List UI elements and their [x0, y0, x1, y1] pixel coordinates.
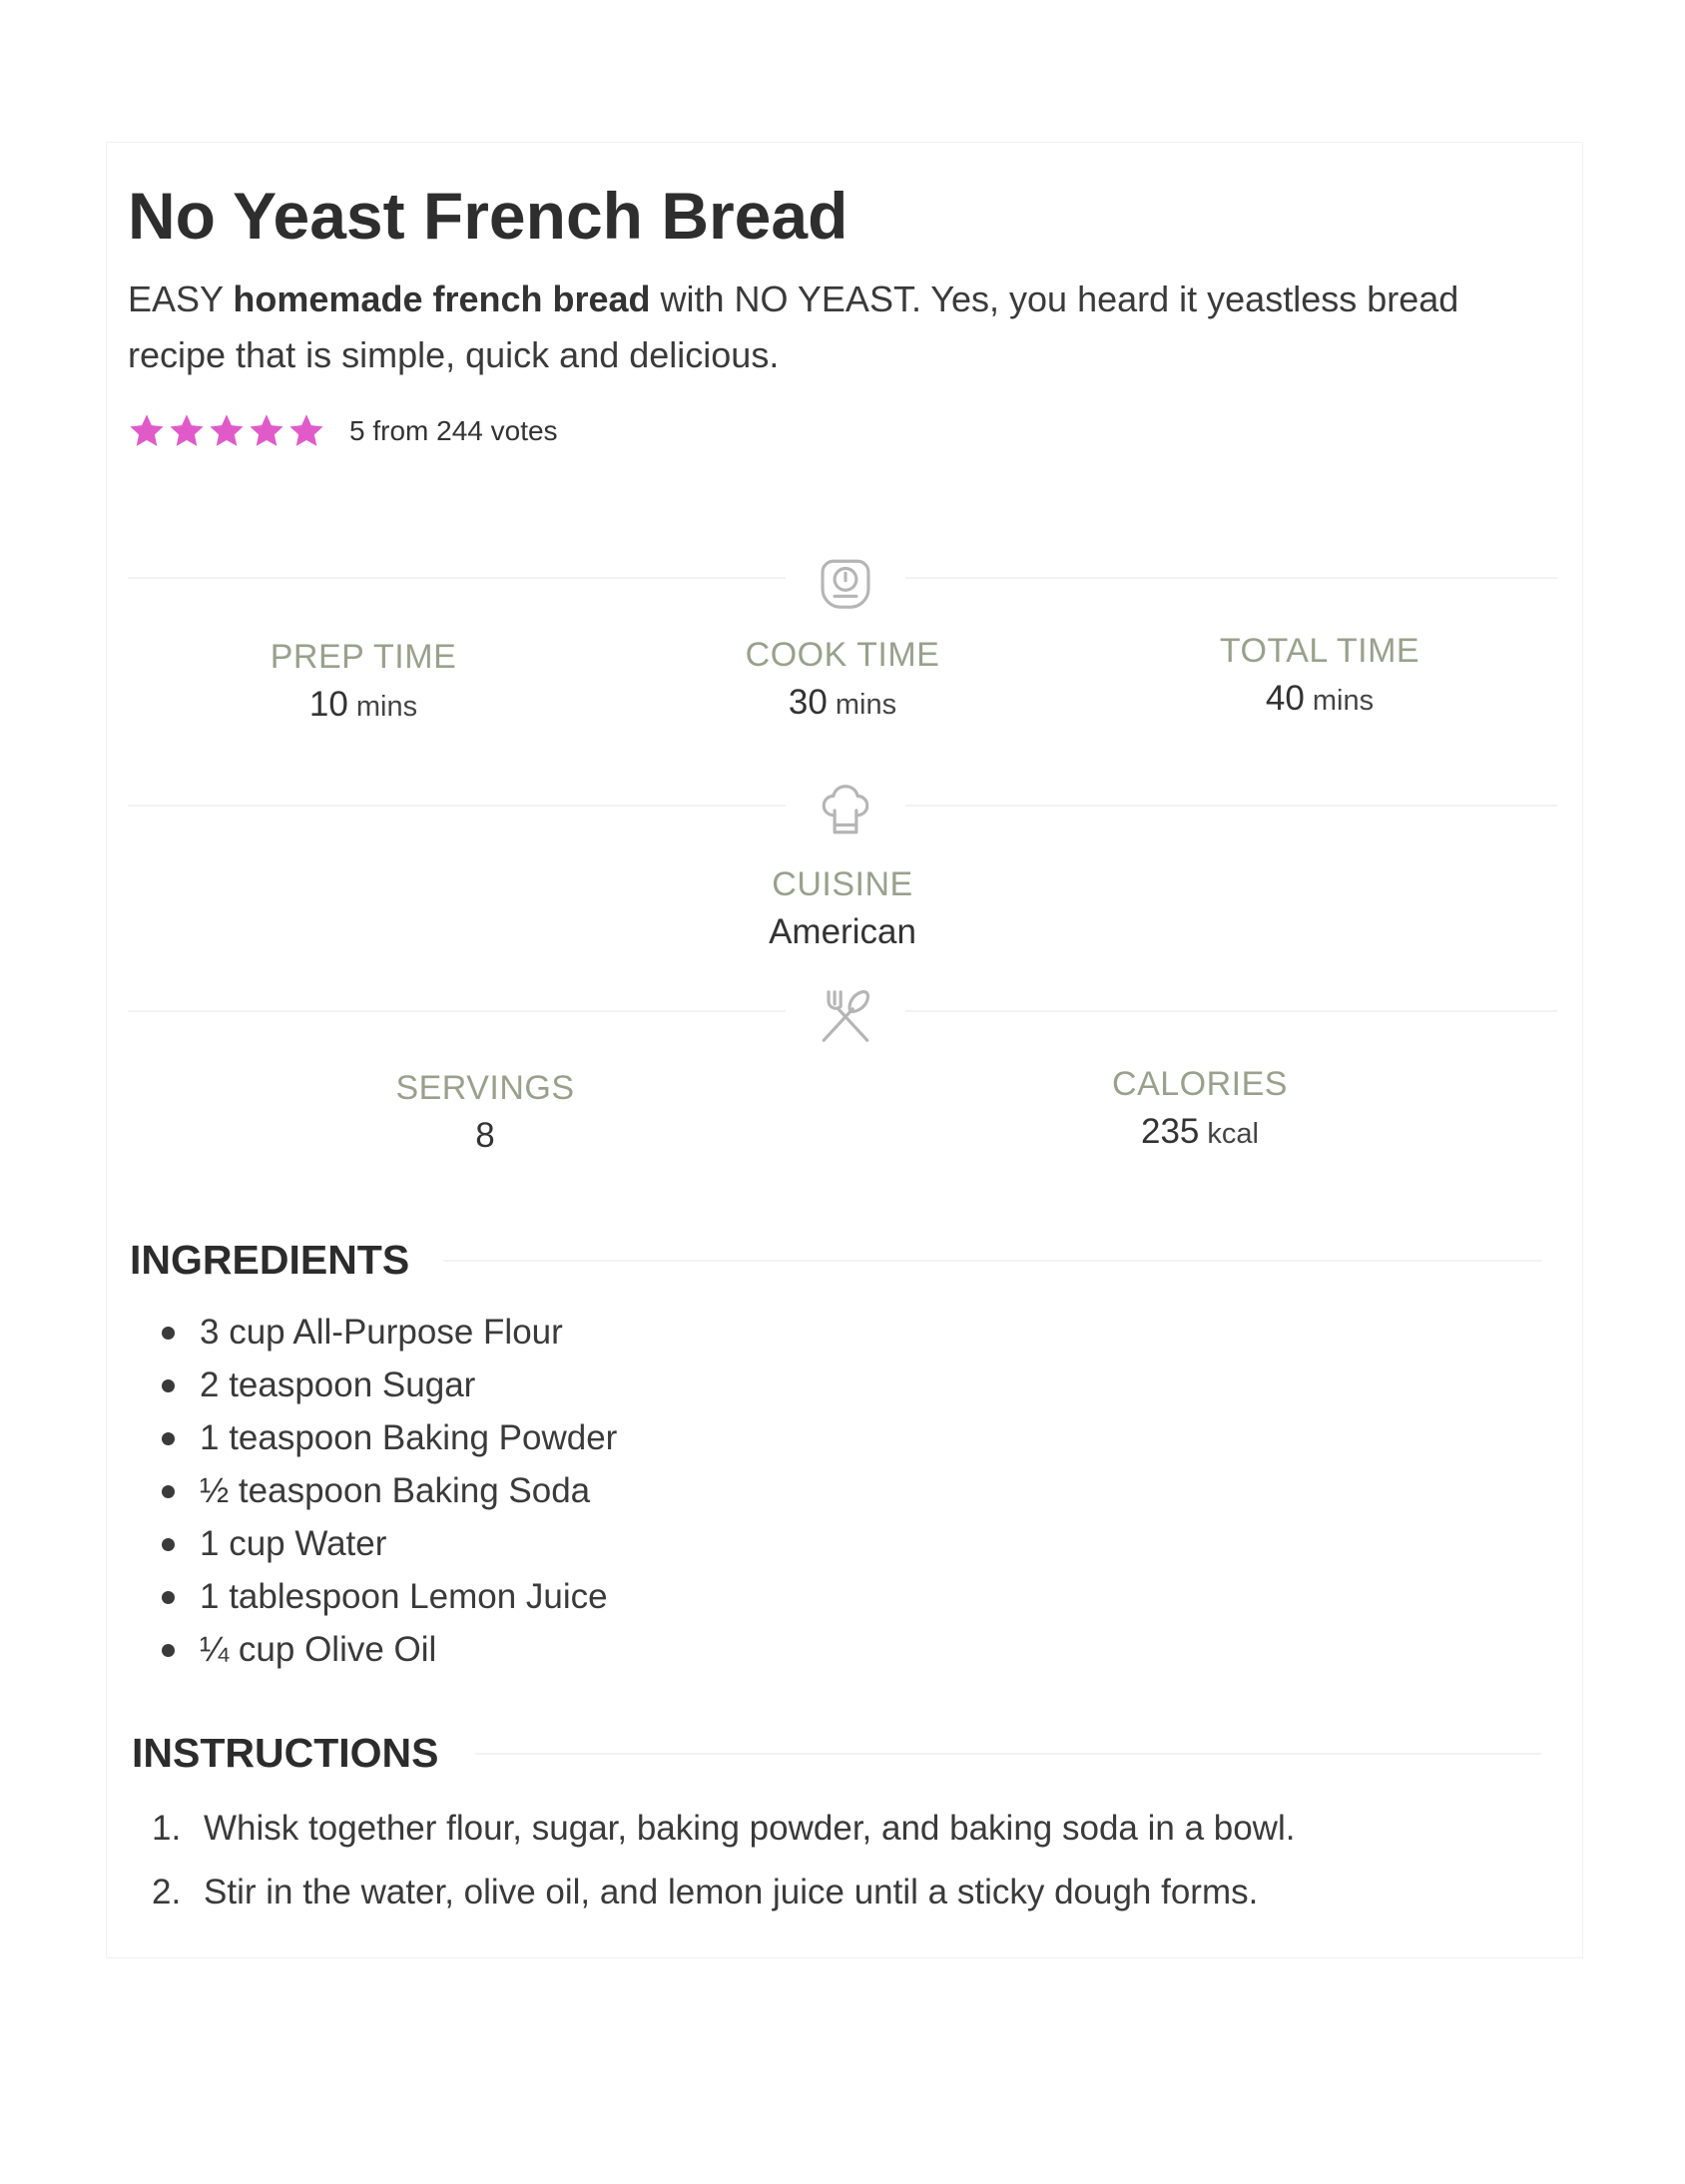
ingredient-text: 1 tablespoon Lemon Juice — [200, 1577, 608, 1616]
calories — [960, 1062, 1439, 1160]
prep-time-value — [124, 679, 603, 733]
cook-time — [603, 633, 1082, 731]
cuisine-label: CUISINE — [772, 865, 913, 903]
recipe-title: No Yeast French Bread — [128, 179, 848, 253]
ingredient-text: ¼ cup Olive Oil — [200, 1630, 437, 1669]
total-time-label: TOTAL TIME — [1219, 632, 1420, 670]
cook-time-number: 30 — [788, 683, 828, 722]
star-icon[interactable] — [248, 412, 285, 450]
ingredient-item — [150, 1464, 617, 1517]
cook-time-value — [603, 677, 1082, 731]
summary-intro: EASY — [128, 278, 234, 319]
ingredient-text: 3 cup All-Purpose Flour — [200, 1313, 563, 1352]
bullet-icon — [162, 1591, 175, 1604]
utensils-icon — [786, 978, 905, 1054]
ingredients-heading-line — [443, 1260, 1541, 1262]
total-time — [1080, 629, 1559, 727]
step-text: Whisk together flour, sugar, baking powder, and baking soda in a bowl. — [204, 1809, 1296, 1848]
calories-label: CALORIES — [1112, 1065, 1288, 1103]
summary-rest: with NO YEAST. Yes, you heard it yeastless bread recipe that is simple, quick and delicious. — [128, 278, 1459, 375]
star-icon[interactable] — [208, 412, 246, 450]
bullet-icon — [162, 1432, 175, 1445]
chef-hat-icon — [786, 773, 905, 848]
summary-highlight: homemade french bread — [233, 278, 651, 319]
instruction-step — [150, 1861, 1295, 1924]
bullet-icon — [162, 1327, 175, 1340]
bullet-icon — [162, 1379, 175, 1392]
star-icon[interactable] — [287, 412, 325, 450]
ingredient-item — [150, 1306, 617, 1359]
prep-time-label: PREP TIME — [270, 638, 457, 676]
cuisine-value: American — [769, 912, 916, 951]
timer-icon — [786, 545, 905, 621]
ingredient-item — [150, 1517, 617, 1570]
step-text: Stir in the water, olive oil, and lemon juice until a sticky dough forms. — [204, 1873, 1259, 1911]
ingredient-text: ½ teaspoon Baking Soda — [200, 1471, 591, 1510]
ingredient-item — [150, 1359, 617, 1411]
prep-time-unit: mins — [355, 691, 418, 723]
ingredient-item — [150, 1623, 617, 1676]
star-icon[interactable] — [168, 412, 206, 450]
instructions-list — [150, 1797, 1295, 1924]
instructions-heading-line — [475, 1753, 1541, 1755]
ingredient-text: 2 teaspoon Sugar — [200, 1365, 476, 1404]
servings-label: SERVINGS — [395, 1069, 575, 1107]
recipe-summary — [128, 272, 1565, 383]
total-time-unit: mins — [1312, 685, 1375, 717]
calories-unit: kcal — [1207, 1118, 1259, 1150]
bullet-icon — [162, 1485, 175, 1498]
rating-stars[interactable] — [128, 412, 325, 450]
cuisine — [603, 862, 1082, 958]
step-number: 1. — [152, 1809, 182, 1848]
calories-value — [960, 1106, 1439, 1160]
instructions-heading: INSTRUCTIONS — [132, 1730, 439, 1776]
rating-text: 5 from 244 votes — [349, 415, 558, 446]
ingredient-text: 1 teaspoon Baking Powder — [200, 1418, 618, 1457]
ingredients-list — [150, 1306, 617, 1676]
prep-time — [124, 635, 603, 733]
cook-time-label: COOK TIME — [745, 636, 940, 674]
ingredients-heading: INGREDIENTS — [130, 1237, 410, 1283]
servings-value[interactable]: 8 — [475, 1116, 495, 1155]
prep-time-number: 10 — [308, 685, 348, 724]
ingredient-text: 1 cup Water — [200, 1524, 387, 1563]
servings — [246, 1066, 725, 1162]
calories-number: 235 — [1141, 1112, 1200, 1151]
total-time-value — [1080, 673, 1559, 727]
star-icon[interactable] — [128, 412, 166, 450]
cook-time-unit: mins — [835, 689, 897, 721]
step-number: 2. — [152, 1873, 182, 1911]
bullet-icon — [162, 1538, 175, 1551]
bullet-icon — [162, 1644, 175, 1657]
ingredient-item — [150, 1570, 617, 1623]
total-time-number: 40 — [1265, 679, 1305, 718]
ingredient-item — [150, 1411, 617, 1464]
instruction-step — [150, 1797, 1295, 1861]
recipe-rating — [128, 405, 558, 457]
